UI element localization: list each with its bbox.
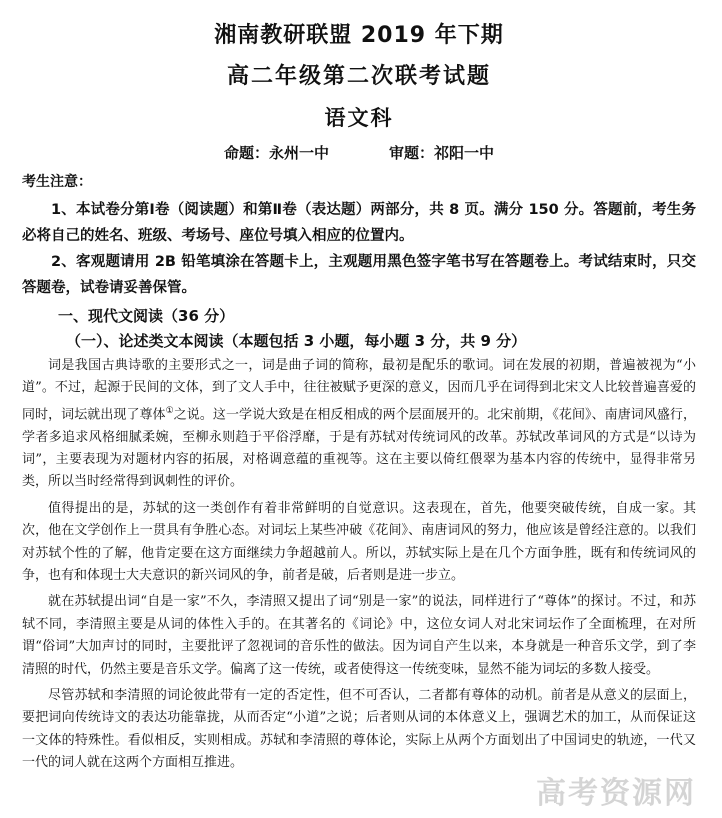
passage-paragraph-1 bbox=[22, 355, 696, 494]
author-line bbox=[22, 142, 696, 163]
exam-title: 高二年级第二次联考试题 bbox=[226, 64, 491, 89]
author-label: 命题：永州一中 bbox=[223, 144, 329, 162]
footnote-marker: ① bbox=[165, 405, 174, 416]
notice-item: 2、客观题请用 2B 铅笔填涂在答题卡上，主观题用黑色签字笔书写在答题卷上。考试结束时，只交答题卷，试卷请妥善保管。 bbox=[22, 254, 696, 296]
subject-title: 语文科 bbox=[324, 106, 394, 130]
exam-series-title: 湘南教研联盟 2019 年下期 bbox=[214, 23, 504, 48]
notice-item: 1、本试卷分第Ⅰ卷（阅读题）和第Ⅱ卷（表达题）两部分，共 8 页。满分 150 分。答题前，考生务必将自己的姓名、班级、考场号、座位号填入相应的位置内。 bbox=[22, 202, 696, 244]
section-heading: 一、现代文阅读（36 分） bbox=[58, 307, 235, 325]
passage-text: 词是我国古典诗歌的主要形式之一，词是曲子词的简称，最初是配乐的歌词。词在发展的初期，普遍被视为“小道”。不过，起源于民间的文体，到了文人手中，往往被赋予更深的意义，因而几乎在词得到北宋文人比较普遍喜爱的同时，词坛就出现了尊体 bbox=[22, 358, 696, 423]
passage-text: 之说。这一学说大致是在相反相成的两个层面展开的。北宋前期，《花间》、南唐词风盛行，学者多追求风格细腻柔婉，至柳永则趋于平俗浮靡，于是有苏轼对传统词风的改革。苏轼改革词风的方式是“以诗为词”，主要表现为对题材内容的拓展，对格调意蕴的重视等。这在主要以倚红偎翠为基本内容的传统中，显得非常另类，所以当时经常得到讽刺性的评价。 bbox=[22, 407, 696, 490]
passage-paragraph-2: 值得提出的是，苏轼的这一类创作有着非常鲜明的自觉意识。这表现在，首先，他要突破传统，自成一家。其次，他在文学创作上一贯具有争胜心态。对词坛上某些冲破《花间》、南唐词风的努力，他应该是曾经注意的。以我们对苏轼个性的了解，他肯定要在这方面继续力争超越前人。所以，苏轼实际上是在几个方面争胜，既有和传统词风的争，也有和体现士大夫意识的新兴词风的争，前者是破，后者则是进一步立。 bbox=[22, 500, 696, 583]
passage-paragraph-4: 尽管苏轼和李清照的词论彼此带有一定的否定性，但不可否认，二者都有尊体的动机。前者是从意义的层面上，要把词向传统诗文的表达功能靠拢，从而否定“小道”之说；后者则从词的本体意义上，强调艺术的加工，从而保证这一文体的特殊性。看似相反，实则相成。苏轼和李清照的尊体论，实际上从两个方面划出了中国词史的轨迹，一代又一代的词人就在这两个方面相互推进。 bbox=[22, 688, 696, 771]
subsection-heading: （一）、论述类文本阅读（本题包括 3 小题，每小题 3 分，共 9 分） bbox=[66, 332, 527, 350]
passage-paragraph-3: 就在苏轼提出词“自是一家”不久，李清照又提出了词“别是一家”的说法，同样进行了“尊体”的探讨。不过，和苏轼不同，李清照主要是从词的体性入手的。在其著名的《词论》中，这位女词人对北宋词坛作了全面梳理，在对所谓“俗词”大加声讨的同时，主要批评了忽视词的音乐性的做法。因为词自产生以来，本身就是一种音乐文学，到了李清照的时代，仍然主要是音乐文学。偏离了这一传统，或者使得这一传统变味，显然不能为词坛的多数人接受。 bbox=[22, 594, 696, 677]
notice-heading: 考生注意： bbox=[22, 174, 92, 190]
watermark: 高考资源网 bbox=[536, 776, 696, 811]
reviewer-label: 审题：祁阳一中 bbox=[389, 144, 495, 162]
